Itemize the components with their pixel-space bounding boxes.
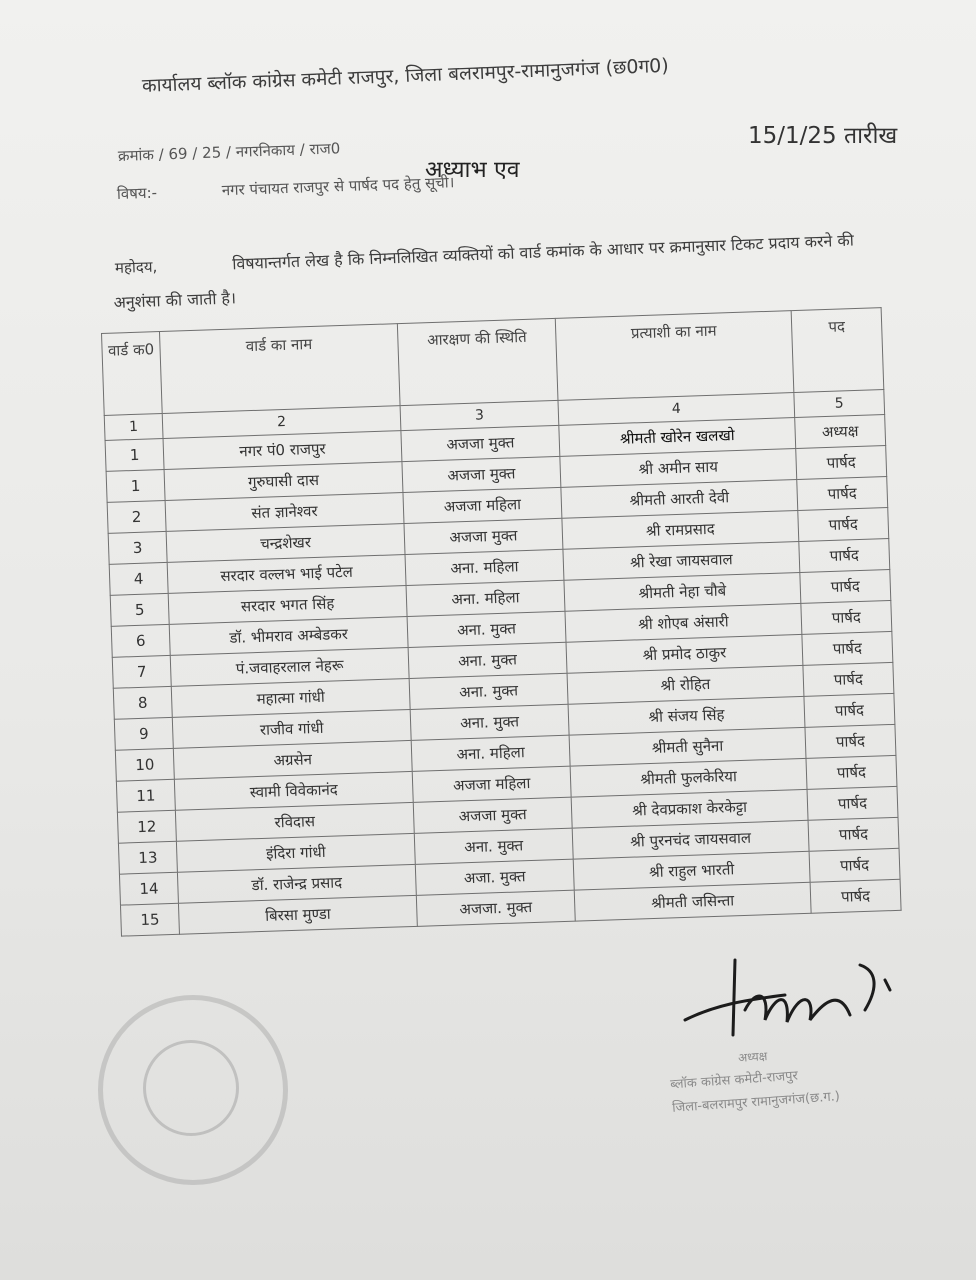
reservation-cell: अना. महिला (411, 735, 570, 771)
ward-name-cell: महात्मा गांधी (171, 678, 410, 717)
reservation-cell: अना. मुक्त (408, 642, 567, 678)
column-number: 5 (794, 390, 885, 418)
ward-name-cell: बिरसा मुण्डा (178, 895, 417, 934)
body-text: विषयान्तर्गत लेख है कि निम्नलिखित व्यक्तियों को वार्ड कमांक के आधार पर क्रमानुसार टिकट प्रदाय करने की अनुशंसा की जाती है। (113, 230, 855, 312)
ward-no-cell: 11 (116, 779, 175, 812)
ward-name-cell: अग्रसेन (173, 740, 412, 779)
post-cell: पार्षद (803, 662, 894, 696)
ward-no-cell: 7 (112, 655, 171, 688)
ward-no-cell: 2 (107, 500, 166, 533)
ward-no-cell: 3 (108, 531, 167, 564)
ward-no-cell: 6 (111, 624, 170, 657)
subject-label: विषय:- (116, 183, 158, 203)
handwritten-date: 15/1/25 तारीख (748, 123, 898, 149)
candidate-name-cell: श्रीमती खोरेन खलखो (559, 418, 796, 457)
post-cell: पार्षद (796, 446, 887, 480)
candidate-name-cell: श्री रामप्रसाद (562, 510, 799, 549)
reservation-cell: अना. महिला (406, 580, 565, 616)
post-cell: अध्यक्ष (795, 415, 886, 449)
signature-mark (675, 950, 915, 1050)
office-seal (98, 995, 288, 1185)
ward-name-cell: इंदिरा गांधी (176, 833, 415, 872)
handwritten-note: अध्याभ एव (425, 157, 520, 183)
candidate-name-cell: श्रीमती आरती देवी (561, 480, 798, 519)
column-number: 2 (162, 406, 401, 439)
candidate-name-cell: श्रीमती सुनैना (569, 727, 806, 766)
ward-no-cell: 1 (105, 439, 164, 472)
col-header-ward-name: वार्ड का नाम (159, 324, 400, 414)
ward-no-cell: 15 (120, 903, 179, 936)
ward-name-cell: डॉ. राजेन्द्र प्रसाद (177, 864, 416, 903)
post-cell: पार्षद (797, 477, 888, 511)
candidate-name-cell: श्री शोएब अंसारी (565, 603, 802, 642)
candidate-name-cell: श्री रोहित (567, 665, 804, 704)
ward-no-cell: 13 (118, 841, 177, 874)
ward-no-cell: 1 (106, 469, 165, 502)
signatory-org: ब्लॉक कांग्रेस कमेटी-राजपुर (669, 1068, 799, 1093)
candidate-name-cell: श्री राहुल भारती (573, 851, 810, 890)
post-cell: पार्षद (802, 631, 893, 665)
candidate-name-cell: श्रीमती जसिन्ता (574, 882, 811, 921)
reservation-cell: अजजा मुक्त (413, 797, 572, 833)
ward-no-cell: 14 (119, 872, 178, 905)
reference-number: क्रमांक / 69 / 25 / नगरनिकाय / राज0 (117, 139, 341, 165)
post-cell: पार्षद (799, 538, 890, 572)
post-cell: पार्षद (798, 508, 889, 542)
reservation-cell: अना. महिला (405, 549, 564, 585)
post-cell: पार्षद (804, 693, 895, 727)
ward-no-cell: 12 (117, 810, 176, 843)
signatory-district: जिला-बलरामपुर रामानुजगंज(छ.ग.) (671, 1089, 841, 1116)
ward-name-cell: रविदास (175, 802, 414, 841)
candidate-name-cell: श्री अमीन साय (560, 449, 797, 488)
ward-no-cell: 5 (110, 593, 169, 626)
reservation-cell: अजजा मुक्त (401, 425, 560, 461)
post-cell: पार्षद (800, 569, 891, 603)
col-header-candidate: प्रत्याशी का नाम (555, 311, 794, 401)
ward-name-cell: चन्द्रशेखर (166, 524, 405, 563)
subject-line (117, 172, 455, 204)
reservation-cell: अना. मुक्त (407, 611, 566, 647)
candidate-name-cell: श्रीमती नेहा चौबे (564, 572, 801, 611)
reservation-cell: अजजा महिला (403, 487, 562, 523)
post-cell: पार्षद (809, 848, 900, 882)
reservation-cell: अजजा मुक्त (402, 456, 561, 492)
reservation-cell: अजजा. मुक्त (416, 890, 575, 926)
candidate-name-cell: श्री संजय सिंह (568, 696, 805, 735)
post-cell: पार्षद (806, 755, 897, 789)
post-cell: पार्षद (808, 817, 899, 851)
post-cell: पार्षद (810, 879, 901, 913)
ward-name-cell: राजीव गांधी (172, 709, 411, 748)
ward-name-cell: सरदार भगत सिंह (168, 586, 407, 625)
reservation-cell: अना. मुक्त (409, 673, 568, 709)
post-cell: पार्षद (801, 600, 892, 634)
ward-name-cell: नगर पं0 राजपुर (163, 431, 402, 470)
subject-text: नगर पंचायत राजपुर से पार्षद पद हेतु सूची। (221, 173, 455, 200)
letter-heading: कार्यालय ब्लॉक कांग्रेस कमेटी राजपुर, जिला बलरामपुर-रामानुजगंज (छ0ग0) (141, 54, 670, 97)
candidate-name-cell: श्री देवप्रकाश केरकेट्टा (571, 789, 808, 828)
ward-no-cell: 4 (109, 562, 168, 595)
salutation: महोदय, (114, 257, 158, 277)
ward-name-cell: स्वामी विवेकानंद (174, 771, 413, 810)
reservation-cell: अजजा महिला (412, 766, 571, 802)
ward-name-cell: गुरुघासी दास (164, 462, 403, 501)
column-number: 1 (104, 414, 163, 441)
ward-name-cell: डॉ. भीमराव अम्बेडकर (169, 617, 408, 656)
reservation-cell: अना. मुक्त (414, 828, 573, 864)
reservation-cell: अना. मुक्त (410, 704, 569, 740)
candidate-name-cell: श्री प्रमोद ठाकुर (566, 634, 803, 673)
candidate-table (101, 307, 901, 937)
column-number: 3 (400, 400, 559, 430)
post-cell: पार्षद (805, 724, 896, 758)
col-header-reservation: आरक्षण की स्थिति (397, 318, 558, 405)
ward-name-cell: पं.जवाहरलाल नेहरू (170, 647, 409, 686)
ward-no-cell: 8 (113, 686, 172, 719)
ward-no-cell: 9 (114, 717, 173, 750)
ward-no-cell: 10 (115, 748, 174, 781)
post-cell: पार्षद (807, 786, 898, 820)
candidate-name-cell: श्रीमती फुलकेरिया (570, 758, 807, 797)
ward-name-cell: संत ज्ञानेश्वर (165, 493, 404, 532)
ward-name-cell: सरदार वल्लभ भाई पटेल (167, 555, 406, 594)
reservation-cell: अजा. मुक्त (415, 859, 574, 895)
col-header-ward-no: वार्ड क0 (102, 332, 163, 416)
candidate-name-cell: श्री रेखा जायसवाल (563, 541, 800, 580)
candidate-name-cell: श्री पुरनचंद जायसवाल (572, 820, 809, 859)
column-number: 4 (558, 393, 795, 426)
reservation-cell: अजजा मुक्त (404, 518, 563, 554)
signatory-title: अध्यक्ष (737, 1048, 768, 1066)
col-header-post: पद (791, 308, 884, 393)
